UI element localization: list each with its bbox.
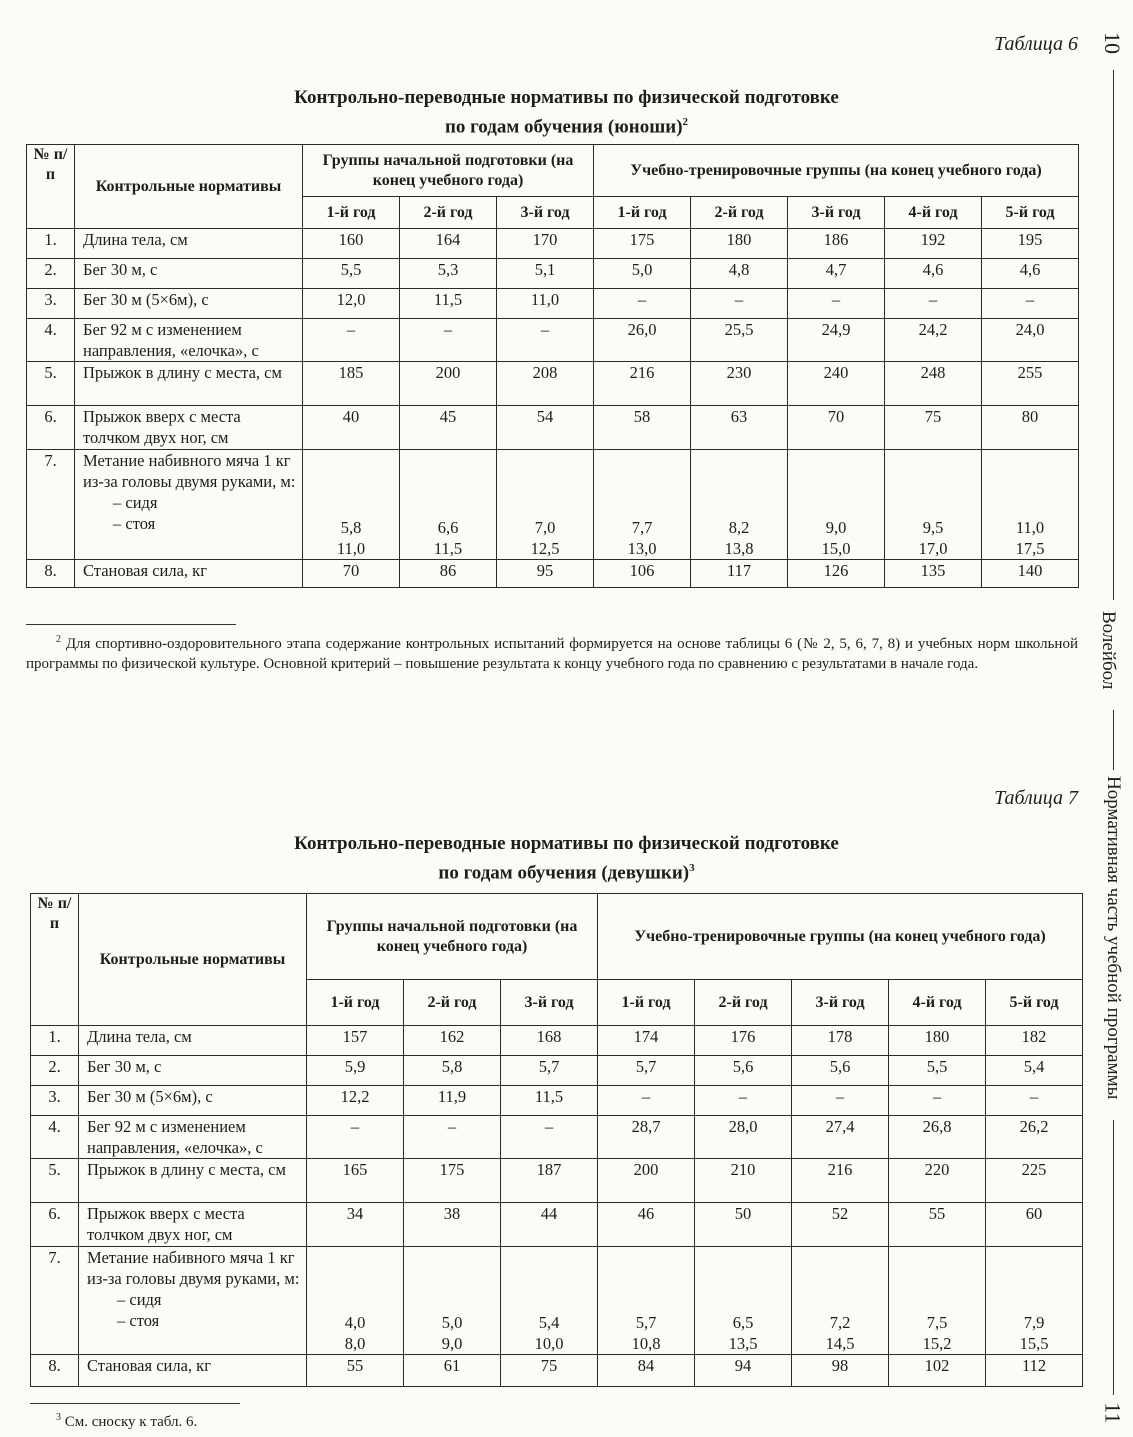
norm-value: 210: [695, 1159, 792, 1203]
norm-value: 106: [594, 560, 691, 588]
row-number: 5.: [27, 362, 75, 406]
throw-sit-value: 5,0: [441, 1313, 463, 1332]
throw-stand-value: 13,0: [627, 539, 657, 558]
norm-value: 255: [982, 362, 1079, 406]
table-row: [31, 1026, 1083, 1056]
norm-value: 80: [982, 406, 1079, 450]
table6-footnote-mark: 2: [56, 634, 61, 645]
norm-value: 182: [986, 1026, 1083, 1056]
norm-name: Длина тела, см: [75, 229, 303, 259]
norm-name: Становая сила, кг: [79, 1355, 307, 1387]
throw-stand-value: 11,5: [433, 539, 463, 558]
norm-value: 180: [889, 1026, 986, 1056]
throw-stand-value: 14,5: [825, 1334, 855, 1353]
norm-value: 28,0: [695, 1116, 792, 1159]
norm-value: [303, 450, 400, 560]
norm-name: [75, 450, 303, 560]
norm-value: 200: [598, 1159, 695, 1203]
norm-value: –: [792, 1086, 889, 1116]
header-group-initial: Группы начальной подготовки (на конец учебного года): [307, 894, 598, 980]
norm-value: 5,0: [594, 259, 691, 289]
row-number: 1.: [27, 229, 75, 259]
table6-body: [27, 145, 1079, 588]
norm-value: –: [788, 289, 885, 319]
header-year: 1-й год: [303, 197, 400, 229]
header-year: 3-й год: [497, 197, 594, 229]
row-number: 8.: [31, 1355, 79, 1387]
header-year: 2-й год: [404, 980, 501, 1026]
table6-title-line2-text: по годам обучения (юноши): [444, 116, 683, 138]
throw-stand-value: 8,0: [344, 1334, 366, 1353]
table6-title-line2: [0, 110, 1133, 139]
norm-value: 102: [889, 1355, 986, 1387]
norm-value: [788, 450, 885, 560]
header-norms: Контрольные нормативы: [79, 894, 307, 1026]
table6-label: Таблица 6: [994, 33, 1078, 55]
table7-footnote-mark: 3: [56, 1412, 61, 1423]
norm-value: 94: [695, 1355, 792, 1387]
norm-value: –: [400, 319, 497, 362]
header-num: № п/п: [31, 894, 79, 1026]
header-group-training: Учебно-тренировочные группы (на конец учебного года): [594, 145, 1079, 197]
norm-value: 12,2: [307, 1086, 404, 1116]
table6-title: [0, 86, 1133, 139]
norm-value: 24,0: [982, 319, 1079, 362]
row-number: 3.: [27, 289, 75, 319]
table6-title-line1: Контрольно-переводные нормативы по физической подготовке: [294, 87, 839, 108]
norm-value: [792, 1247, 889, 1355]
table7-footnote-rule: [30, 1403, 240, 1404]
table-row: [27, 259, 1079, 289]
norm-value: 240: [788, 362, 885, 406]
table7-title-line2: [0, 856, 1133, 885]
norm-value: 26,0: [594, 319, 691, 362]
row-number: 7.: [31, 1247, 79, 1355]
throw-stand-value: 9,0: [441, 1334, 463, 1353]
norm-value: 63: [691, 406, 788, 450]
header-year: 3-й год: [792, 980, 889, 1026]
norm-value: 70: [788, 406, 885, 450]
norm-value: 45: [400, 406, 497, 450]
norm-value: 165: [307, 1159, 404, 1203]
table-row: [27, 560, 1079, 588]
header-row: [27, 145, 1079, 197]
norm-value: 75: [501, 1355, 598, 1387]
throw-stand-value: 15,5: [1019, 1334, 1049, 1353]
table6-footnote: [26, 630, 1078, 674]
table-row: [31, 1355, 1083, 1387]
table-row: [31, 1159, 1083, 1203]
norm-value: 164: [400, 229, 497, 259]
norm-name: Бег 30 м, с: [79, 1056, 307, 1086]
norm-value: 140: [982, 560, 1079, 588]
norm-value: 248: [885, 362, 982, 406]
throw-sit-value: 8,2: [728, 518, 750, 537]
table-row: [31, 1056, 1083, 1086]
table-row: [27, 362, 1079, 406]
page-number-top: 10: [1100, 32, 1125, 54]
throw-sit-value: 7,7: [631, 518, 653, 537]
table7-title-sup: 3: [689, 862, 695, 874]
norm-value: [404, 1247, 501, 1355]
table6: [26, 144, 1079, 588]
header-row: [31, 894, 1083, 980]
header-num: № п/п: [27, 145, 75, 229]
norm-name: Бег 30 м, с: [75, 259, 303, 289]
norm-value: 5,6: [695, 1056, 792, 1086]
throw-sit-value: 5,4: [538, 1313, 560, 1332]
table6-title-sup: 2: [682, 116, 689, 128]
norm-value: 4,6: [885, 259, 982, 289]
norm-value: 208: [497, 362, 594, 406]
row-number: 8.: [27, 560, 75, 588]
norm-value: 5,5: [303, 259, 400, 289]
norm-value: 84: [598, 1355, 695, 1387]
norm-value: 55: [307, 1355, 404, 1387]
table-row: [27, 406, 1079, 450]
norm-value: 5,3: [400, 259, 497, 289]
norm-value: 12,0: [303, 289, 400, 319]
header-norms: Контрольные нормативы: [75, 145, 303, 229]
norm-name: Прыжок вверх с места толчком двух ног, см: [79, 1203, 307, 1247]
norm-value: 95: [497, 560, 594, 588]
norm-value: –: [303, 319, 400, 362]
norm-value: 180: [691, 229, 788, 259]
header-year: 1-й год: [594, 197, 691, 229]
norm-value: 75: [885, 406, 982, 450]
norm-value: 61: [404, 1355, 501, 1387]
header-year: 2-й год: [691, 197, 788, 229]
throw-stand-value: 17,5: [1015, 539, 1045, 558]
table7-label: Таблица 7: [994, 787, 1078, 809]
norm-name: Бег 92 м с изменением направления, «елочка», с: [79, 1116, 307, 1159]
norm-value: 70: [303, 560, 400, 588]
norm-value: 5,7: [501, 1056, 598, 1086]
norm-value: 5,9: [307, 1056, 404, 1086]
row-number: 7.: [27, 450, 75, 560]
norm-value: 225: [986, 1159, 1083, 1203]
norm-value: 46: [598, 1203, 695, 1247]
norm-value: –: [598, 1086, 695, 1116]
norm-value: –: [404, 1116, 501, 1159]
norm-value: –: [594, 289, 691, 319]
norm-value: [400, 450, 497, 560]
header-year: 1-й год: [307, 980, 404, 1026]
norm-value: 230: [691, 362, 788, 406]
norm-value: –: [885, 289, 982, 319]
throw-sit-value: 6,5: [732, 1313, 754, 1332]
norm-value: 220: [889, 1159, 986, 1203]
norm-value: 135: [885, 560, 982, 588]
norm-value: 187: [501, 1159, 598, 1203]
throw-sit-value: 5,8: [340, 518, 362, 537]
norm-value: 26,2: [986, 1116, 1083, 1159]
norm-value: 112: [986, 1355, 1083, 1387]
header-group-training: Учебно-тренировочные группы (на конец учебного года): [598, 894, 1083, 980]
norm-name: Бег 92 м с изменением направления, «елочка», с: [75, 319, 303, 362]
header-year: 4-й год: [885, 197, 982, 229]
header-year: 3-й год: [501, 980, 598, 1026]
side-rule-top: [1113, 70, 1114, 600]
norm-value: 26,8: [889, 1116, 986, 1159]
table7-title-line2-text: по годам обучения (девушки): [438, 862, 690, 884]
throw-stand-value: 17,0: [918, 539, 948, 558]
norm-value: –: [982, 289, 1079, 319]
norm-value: 5,6: [792, 1056, 889, 1086]
table7-title: [0, 832, 1133, 885]
header-year: 5-й год: [986, 980, 1083, 1026]
norm-value: 5,5: [889, 1056, 986, 1086]
throw-sit-value: 9,0: [825, 518, 847, 537]
throw-sit-value: 6,6: [437, 518, 459, 537]
norm-value: 195: [982, 229, 1079, 259]
norm-value: 170: [497, 229, 594, 259]
norm-value: –: [889, 1086, 986, 1116]
throw-stand-value: 15,2: [922, 1334, 952, 1353]
row-number: 6.: [27, 406, 75, 450]
norm-value: –: [497, 319, 594, 362]
norm-value: 4,8: [691, 259, 788, 289]
side-rule-middle: [1113, 710, 1114, 770]
norm-value: 216: [792, 1159, 889, 1203]
norm-value: 175: [594, 229, 691, 259]
norm-value: 98: [792, 1355, 889, 1387]
norm-value: –: [695, 1086, 792, 1116]
side-text-program: Нормативная часть учебной программы: [1103, 776, 1124, 1100]
norm-value: 24,2: [885, 319, 982, 362]
norm-value: 162: [404, 1026, 501, 1056]
norm-value: 24,9: [788, 319, 885, 362]
throw-title: Метание набивного мяча 1 кг из-за головы двумя руками, м:: [87, 1248, 300, 1288]
norm-value: 178: [792, 1026, 889, 1056]
norm-value: 192: [885, 229, 982, 259]
norm-value: 185: [303, 362, 400, 406]
norm-value: 34: [307, 1203, 404, 1247]
norm-value: 5,8: [404, 1056, 501, 1086]
norm-value: [497, 450, 594, 560]
norm-value: 28,7: [598, 1116, 695, 1159]
table-row: [27, 229, 1079, 259]
row-number: 4.: [27, 319, 75, 362]
table7-footnote: [30, 1408, 1082, 1432]
norm-value: 186: [788, 229, 885, 259]
norm-name: Становая сила, кг: [75, 560, 303, 588]
header-year: 2-й год: [400, 197, 497, 229]
side-rule-bottom: [1113, 1120, 1114, 1395]
norm-value: 200: [400, 362, 497, 406]
norm-name: Бег 30 м (5×6м), с: [79, 1086, 307, 1116]
norm-name: Прыжок вверх с места толчком двух ног, см: [75, 406, 303, 450]
throw-stand-value: 10,0: [534, 1334, 564, 1353]
norm-value: [986, 1247, 1083, 1355]
norm-value: 27,4: [792, 1116, 889, 1159]
norm-value: 11,5: [400, 289, 497, 319]
norm-value: 168: [501, 1026, 598, 1056]
norm-value: [501, 1247, 598, 1355]
throw-sit-value: 7,9: [1023, 1313, 1045, 1332]
table7: [30, 893, 1083, 1387]
norm-value: 38: [404, 1203, 501, 1247]
throw-stand-value: 13,8: [724, 539, 754, 558]
header-group-initial: Группы начальной подготовки (на конец учебного года): [303, 145, 594, 197]
throw-stand-value: 11,0: [336, 539, 366, 558]
norm-value: –: [501, 1116, 598, 1159]
norm-name: Прыжок в длину с места, см: [79, 1159, 307, 1203]
norm-value: –: [691, 289, 788, 319]
row-number: 1.: [31, 1026, 79, 1056]
table-row: [27, 289, 1079, 319]
page-number-bottom: 11: [1100, 1402, 1126, 1424]
norm-value: [982, 450, 1079, 560]
norm-value: 5,7: [598, 1056, 695, 1086]
norm-value: 52: [792, 1203, 889, 1247]
throw-sit-value: 9,5: [922, 518, 944, 537]
throw-sit-value: 4,0: [344, 1313, 366, 1332]
throw-sit-value: 7,0: [534, 518, 556, 537]
table6-footnote-rule: [26, 624, 236, 625]
row-number: 2.: [27, 259, 75, 289]
norm-value: 5,4: [986, 1056, 1083, 1086]
throw-sit-value: 5,7: [635, 1313, 657, 1332]
throw-sit-label: – сидя: [113, 493, 158, 512]
norm-name: Бег 30 м (5×6м), с: [75, 289, 303, 319]
norm-value: 54: [497, 406, 594, 450]
norm-value: 216: [594, 362, 691, 406]
throw-title: Метание набивного мяча 1 кг из-за головы двумя руками, м:: [83, 451, 296, 491]
header-year: 5-й год: [982, 197, 1079, 229]
norm-value: 176: [695, 1026, 792, 1056]
row-number: 2.: [31, 1056, 79, 1086]
norm-value: 25,5: [691, 319, 788, 362]
throw-sit-label: – сидя: [117, 1290, 162, 1309]
norm-value: 60: [986, 1203, 1083, 1247]
norm-value: 4,7: [788, 259, 885, 289]
table7-title-line1: Контрольно-переводные нормативы по физической подготовке: [294, 833, 839, 854]
table-row: [31, 1203, 1083, 1247]
norm-value: 5,1: [497, 259, 594, 289]
norm-value: 175: [404, 1159, 501, 1203]
row-number: 4.: [31, 1116, 79, 1159]
norm-value: 11,0: [497, 289, 594, 319]
row-number: 6.: [31, 1203, 79, 1247]
throw-stand-value: 12,5: [530, 539, 560, 558]
table7-body: [31, 894, 1083, 1387]
table-row: [31, 1086, 1083, 1116]
norm-value: 4,6: [982, 259, 1079, 289]
table6-footnote-text: Для спортивно-оздоровительного этапа содержание контрольных испытаний формируется на основе таблицы 6 (№ 2, 5, 6, 7, 8) и учебных норм школьной программы по физической культуре. Основной критерий – повышение результата к концу учебного года по сравнению с результатами в начале года.: [26, 636, 1078, 672]
norm-value: –: [307, 1116, 404, 1159]
throw-stand-value: 13,5: [728, 1334, 758, 1353]
norm-value: 117: [691, 560, 788, 588]
table-row: [27, 319, 1079, 362]
norm-value: [307, 1247, 404, 1355]
norm-value: [695, 1247, 792, 1355]
throw-sit-value: 7,2: [829, 1313, 851, 1332]
header-year: 2-й год: [695, 980, 792, 1026]
throw-stand-value: 10,8: [631, 1334, 661, 1353]
row-number: 3.: [31, 1086, 79, 1116]
norm-value: 40: [303, 406, 400, 450]
norm-name: Длина тела, см: [79, 1026, 307, 1056]
norm-name: Прыжок в длину с места, см: [75, 362, 303, 406]
table-row: [31, 1116, 1083, 1159]
norm-value: 11,9: [404, 1086, 501, 1116]
table7-footnote-text: См. сноску к табл. 6.: [64, 1414, 198, 1430]
table-row-throw: [31, 1247, 1083, 1355]
header-year: 4-й год: [889, 980, 986, 1026]
norm-value: [885, 450, 982, 560]
norm-value: 44: [501, 1203, 598, 1247]
header-year: 1-й год: [598, 980, 695, 1026]
norm-value: [691, 450, 788, 560]
norm-value: 174: [598, 1026, 695, 1056]
throw-sit-value: 11,0: [1015, 518, 1045, 537]
norm-name: [79, 1247, 307, 1355]
throw-stand-label: – стоя: [113, 514, 156, 533]
norm-value: [889, 1247, 986, 1355]
table-row-throw: [27, 450, 1079, 560]
throw-stand-value: 15,0: [821, 539, 851, 558]
norm-value: 11,5: [501, 1086, 598, 1116]
norm-value: 157: [307, 1026, 404, 1056]
norm-value: 160: [303, 229, 400, 259]
side-text-sport: Волейбол: [1098, 611, 1119, 690]
norm-value: [598, 1247, 695, 1355]
norm-value: 55: [889, 1203, 986, 1247]
norm-value: 126: [788, 560, 885, 588]
norm-value: 50: [695, 1203, 792, 1247]
norm-value: [594, 450, 691, 560]
norm-value: 58: [594, 406, 691, 450]
norm-value: –: [986, 1086, 1083, 1116]
row-number: 5.: [31, 1159, 79, 1203]
norm-value: 86: [400, 560, 497, 588]
throw-sit-value: 7,5: [926, 1313, 948, 1332]
header-year: 3-й год: [788, 197, 885, 229]
throw-stand-label: – стоя: [117, 1311, 160, 1330]
